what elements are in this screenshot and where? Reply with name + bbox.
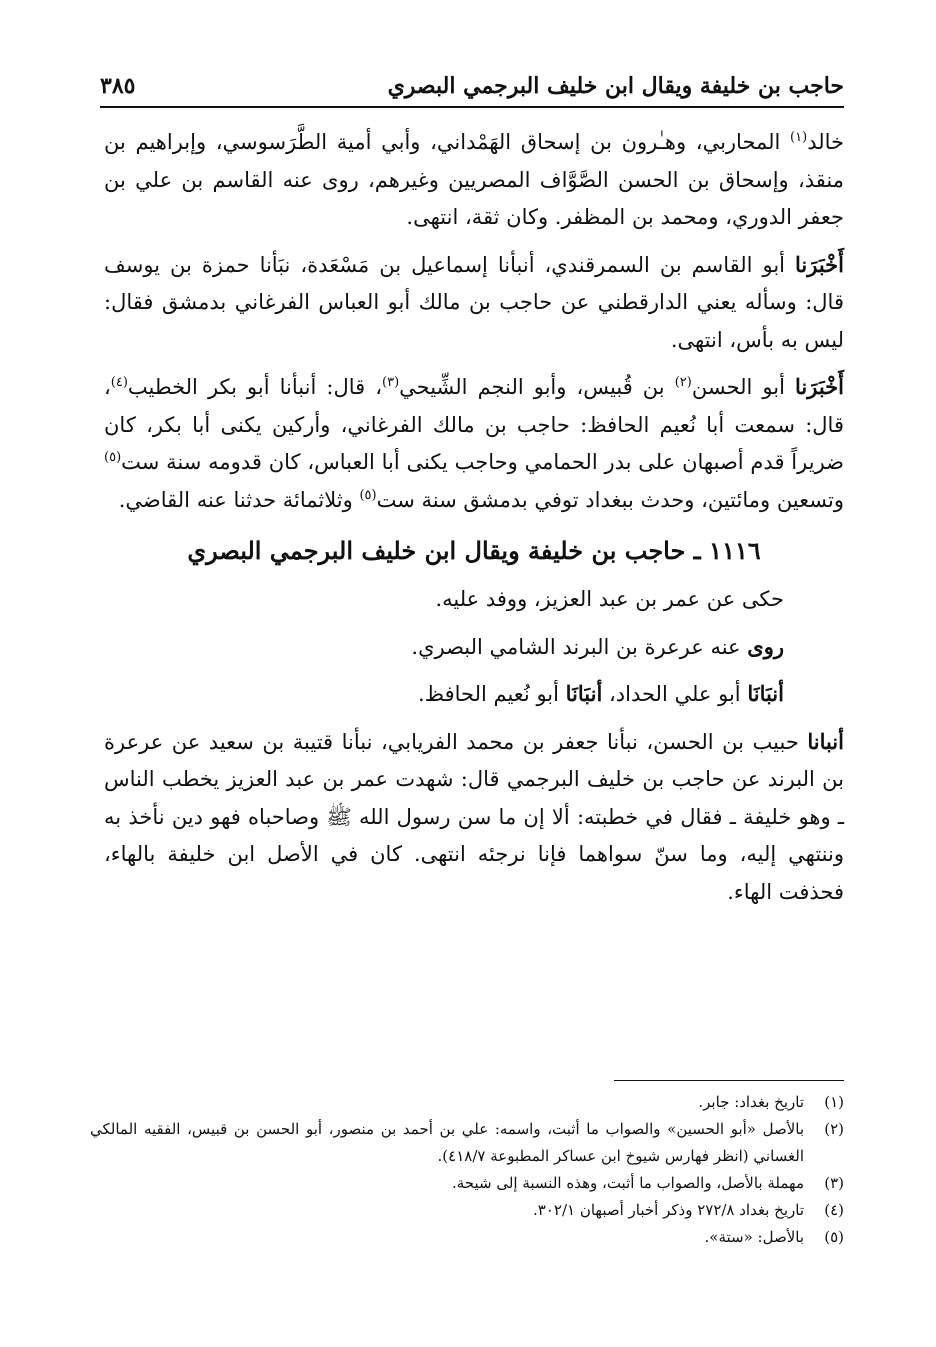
footnote-item [90, 1089, 844, 1116]
footnote-number: (٤) [824, 1201, 844, 1219]
text-run: عنه عرعرة بن البرند الشامي البصري. [411, 634, 748, 659]
footnote-ref-2: (٢) [674, 375, 692, 390]
footnote-divider [614, 1080, 844, 1081]
footnote-ref-3: (٣) [382, 375, 400, 390]
paragraph-7 [104, 723, 844, 912]
entry-title: ١١١٦ ـ حاجب بن خليفة ويقال ابن خليف البرجمي البصري [187, 536, 761, 565]
text-run: أبو علي الحداد، [602, 682, 748, 706]
paragraph-6 [104, 675, 844, 714]
paragraph-1 [104, 124, 844, 237]
text-run: خالد [807, 130, 844, 154]
main-text [104, 124, 844, 920]
footnotes [90, 1080, 844, 1251]
footnote-number: (١) [824, 1093, 844, 1111]
text-run: أبو القاسم بن السمرقندي، أنبأنا إسماعيل بن مَسْعَدة، نبَأنا حمزة بن يوسف قال: وسأله يعني الدارقطني عن حاجب بن مالك أبو العباس الفرغاني بدمشق فقال: ليس به بأس، انتهى. [104, 252, 844, 352]
paragraph-5 [104, 628, 844, 667]
text-run: المحاربي، وهـٰرون بن إسحاق الهَمْداني، وأبي أمية الطَّرَسوسي، وإبراهيم بن منقذ، وإسحاق بن الحسن الصَّوَّاف المصريين وغيرهم، روى عنه القاسم بن علي بن جعفر الدوري، ومحمد بن المظفر. وكان ثقة، انتهى. [104, 130, 844, 229]
footnote-number: (٥) [824, 1228, 844, 1246]
lead-word: أنبَانَا [565, 681, 603, 706]
footnote-text: بالأصل: «ستة». [704, 1228, 804, 1246]
page-header [100, 66, 844, 108]
footnote-text: بالأصل «أبو الحسين» والصواب ما أثبت، واسمه: علي بن أحمد بن منصور، أبو الحسن بن قبيس، الفقيه المالكي الغساني (انظر فهارس شيوخ ابن عساكر المطبوعة ٤١٨/٧). [90, 1120, 804, 1165]
footnote-number: (٣) [824, 1174, 844, 1192]
footnote-text: تاريخ بغداد: جابر. [698, 1093, 804, 1111]
footnote-number: (٢) [824, 1120, 844, 1138]
text-run: حكى عن عمر بن عبد العزيز، ووفد عليه. [435, 587, 784, 611]
lead-word: أنبانا [807, 728, 844, 754]
paragraph-4 [104, 581, 844, 619]
text-run: ، قال: سمعت أبا نُعيم الحافظ: حاجب بن مالك الفرغاني، وأركين يكنى أبا بكر، كان ضريراً قدم أصبهان على بدر الحمامي وحاجب يكنى أبا العباس، كان قدومه سنة ست [104, 375, 844, 474]
page-number: ٣٨٥ [100, 73, 136, 99]
footnote-text: تاريخ بغداد ٢٧٢/٨ وذكر أخبار أصبهان ٣٠٢/١. [533, 1201, 804, 1219]
footnote-text: مهملة بالأصل، والصواب ما أثبت، وهذه النسبة إلى شيحة. [451, 1174, 804, 1192]
lead-word: أنبَانَا [747, 681, 784, 706]
paragraph-2 [104, 246, 844, 360]
text-run: حبيب بن الحسن، نبأنا جعفر بن محمد الفريابي، نبأنا قتيبة بن سعيد عن عرعرة بن البرند عن حاجب بن خليف البرجمي قال: شهدت عمر بن عبد العزيز يخطب الناس ـ وهو خليفة ـ فقال في خطبته: ألا إن ما سن رسول الله ﷺ وصاحباه فهو دين نأخذ به وننتهي إليه، وما سنّ سواهما فإنا نرجئه انتهى. كان في الأصل ابن خليفة بالهاء، فحذفت الهاء. [104, 729, 844, 904]
text-run: بن قُبيس، وأبو النجم الشِّيحي [399, 375, 675, 399]
footnote-item [90, 1116, 844, 1170]
text-run: وتسعين ومائتين، وحدث ببغداد توفي بدمشق سنة ست [376, 487, 844, 512]
footnote-ref-4: (٤) [110, 375, 128, 390]
lead-word: أَخْبَرَنا [795, 374, 844, 399]
lead-word: أَخْبَرَنا [795, 251, 844, 277]
lead-word: روى [747, 633, 784, 659]
text-run: وثلاثمائة حدثنا عنه القاضي. [118, 487, 360, 512]
text-run: ، قال: أنبأنا أبو بكر الخطيب [127, 375, 382, 399]
footnote-item [90, 1170, 844, 1197]
footnote-item [90, 1197, 844, 1224]
footnote-ref-5: (٥) [104, 450, 122, 465]
paragraph-3 [104, 368, 844, 519]
footnote-ref-5b: (٥) [359, 487, 377, 503]
footnote-item [90, 1224, 844, 1251]
footnote-ref-1: (١) [790, 130, 808, 145]
running-head: حاجب بن خليفة ويقال ابن خليف البرجمي البصري [387, 73, 844, 99]
text-run: أبو نُعيم الحافظ. [417, 682, 566, 706]
text-run: أبو الحسن [691, 375, 796, 399]
